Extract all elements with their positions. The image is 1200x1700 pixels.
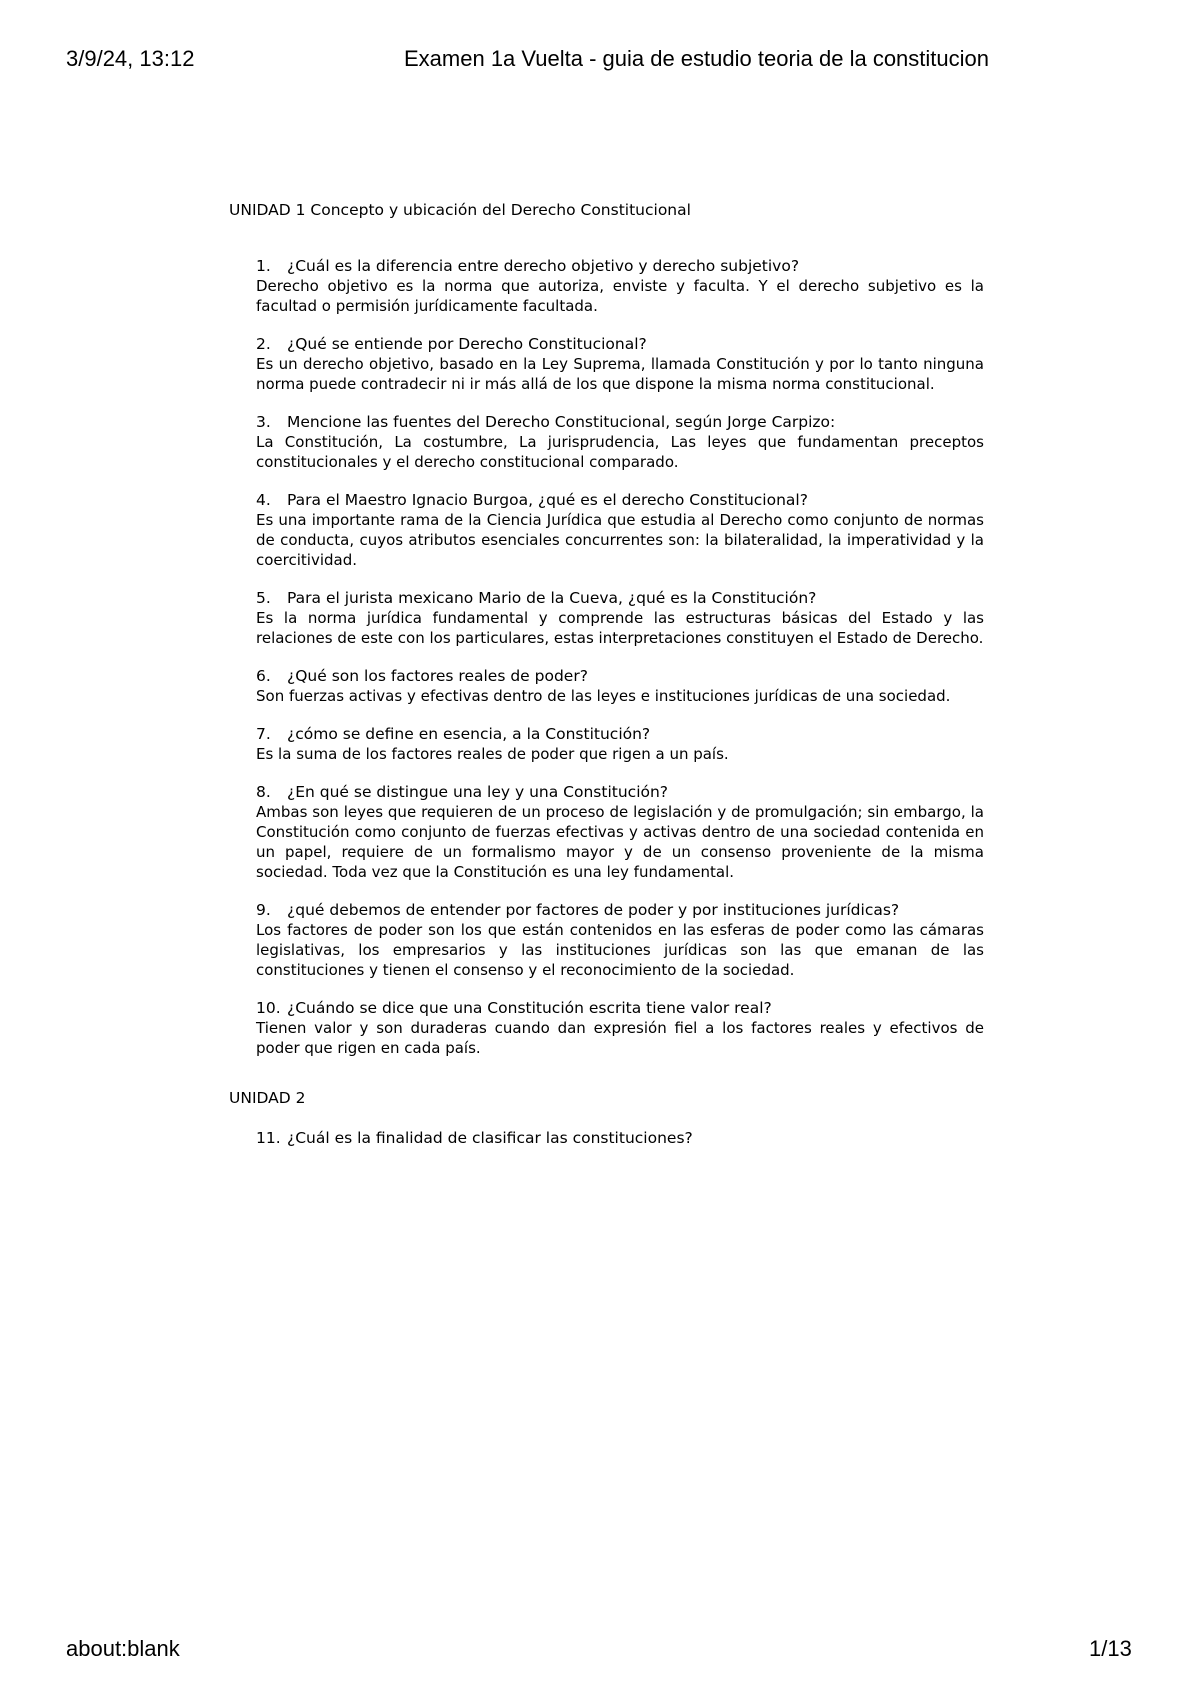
qa-item-1: [256, 256, 984, 316]
question-text: ¿Qué son los factores reales de poder?: [287, 667, 588, 685]
qa-item-4: [256, 490, 984, 570]
document-title: Examen 1a Vuelta - guia de estudio teoria de la constitucion: [404, 46, 989, 71]
question-text: Mencione las fuentes del Derecho Constitucional, según Jorge Carpizo:: [287, 413, 836, 431]
qa-item-6: [256, 666, 984, 706]
question: [256, 412, 984, 432]
question-number: 3.: [256, 413, 271, 431]
qa-item-7: [256, 724, 984, 764]
page-url: about:blank: [66, 1636, 180, 1661]
page-number: 1/13: [1089, 1636, 1132, 1661]
question-number: 6.: [256, 667, 271, 685]
question-number: 11.: [256, 1129, 281, 1147]
question-number: 10.: [256, 999, 281, 1017]
question: [256, 724, 984, 744]
question-text: ¿qué debemos de entender por factores de poder y por instituciones jurídicas?: [287, 901, 900, 919]
question-number: 8.: [256, 783, 271, 801]
question-number: 5.: [256, 589, 271, 607]
question: [256, 256, 984, 276]
answer-text: Es la norma jurídica fundamental y comprende las estructuras básicas del Estado y las relaciones de este con los particulares, estas interpretaciones constituyen el Estado de Derecho.: [256, 609, 984, 647]
question: [256, 334, 984, 354]
question-text: ¿Cuándo se dice que una Constitución escrita tiene valor real?: [287, 999, 772, 1017]
answer-text: Es una importante rama de la Ciencia Jurídica que estudia al Derecho como conjunto de normas de conducta, cuyos atributos esenciales concurrentes son: la bilateralidad, la imperatividad y la coercitividad.: [256, 511, 984, 569]
answer-text: Ambas son leyes que requieren de un proceso de legislación y de promulgación; sin embargo, la Constitución como conjunto de fuerzas efectivas y activas dentro de una sociedad contenida en un papel, requiere de un formalismo mayor y de un consenso proveniente de la misma sociedad. Toda vez que la Constitución es una ley fundamental.: [256, 803, 984, 881]
question-number: 1.: [256, 257, 271, 275]
question: [256, 666, 984, 686]
answer-text: Tienen valor y son duraderas cuando dan expresión fiel a los factores reales y efectivos de poder que rigen en cada país.: [256, 1019, 984, 1057]
question-text: ¿Cuál es la finalidad de clasificar las constituciones?: [287, 1129, 693, 1147]
qa-item-3: [256, 412, 984, 472]
question-number: 4.: [256, 491, 271, 509]
unit-1-heading: UNIDAD 1 Concepto y ubicación del Derecho Constitucional: [229, 201, 691, 219]
answer-text: Son fuerzas activas y efectivas dentro de las leyes e instituciones jurídicas de una sociedad.: [256, 687, 951, 705]
question: [256, 490, 984, 510]
question: [256, 900, 984, 920]
answer-text: La Constitución, La costumbre, La jurisprudencia, Las leyes que fundamentan preceptos constitucionales y el derecho constitucional comparado.: [256, 433, 984, 471]
question: [256, 1128, 984, 1148]
print-date: 3/9/24, 13:12: [66, 46, 195, 71]
answer-text: Derecho objetivo es la norma que autoriza, enviste y faculta. Y el derecho subjetivo es la facultad o permisión jurídicamente facultada.: [256, 277, 984, 315]
qa-item-8: [256, 782, 984, 882]
question-number: 9.: [256, 901, 271, 919]
qa-item-5: [256, 588, 984, 648]
qa-item-9: [256, 900, 984, 980]
question-number: 2.: [256, 335, 271, 353]
question: [256, 782, 984, 802]
question: [256, 588, 984, 608]
question: [256, 998, 984, 1018]
question-text: ¿Qué se entiende por Derecho Constitucional?: [287, 335, 647, 353]
qa-item-11: [256, 1128, 984, 1148]
answer-text: Los factores de poder son los que están contenidos en las esferas de poder como las cámaras legislativas, los empresarios y las instituciones jurídicas son las que emanan de las constituciones y tienen el consenso y el reconocimiento de la sociedad.: [256, 921, 984, 979]
question-number: 7.: [256, 725, 271, 743]
unit-2-heading: UNIDAD 2: [229, 1089, 306, 1107]
question-text: Para el Maestro Ignacio Burgoa, ¿qué es el derecho Constitucional?: [287, 491, 808, 509]
answer-text: Es la suma de los factores reales de poder que rigen a un país.: [256, 745, 729, 763]
question-text: ¿En qué se distingue una ley y una Constitución?: [287, 783, 669, 801]
qa-item-2: [256, 334, 984, 394]
question-text: Para el jurista mexicano Mario de la Cueva, ¿qué es la Constitución?: [287, 589, 817, 607]
question-text: ¿cómo se define en esencia, a la Constitución?: [287, 725, 651, 743]
question-text: ¿Cuál es la diferencia entre derecho objetivo y derecho subjetivo?: [287, 257, 800, 275]
qa-item-10: [256, 998, 984, 1058]
page-content: [229, 200, 984, 1166]
answer-text: Es un derecho objetivo, basado en la Ley Suprema, llamada Constitución y por lo tanto ninguna norma puede contradecir ni ir más allá de los que dispone la misma norma constitucional.: [256, 355, 984, 393]
